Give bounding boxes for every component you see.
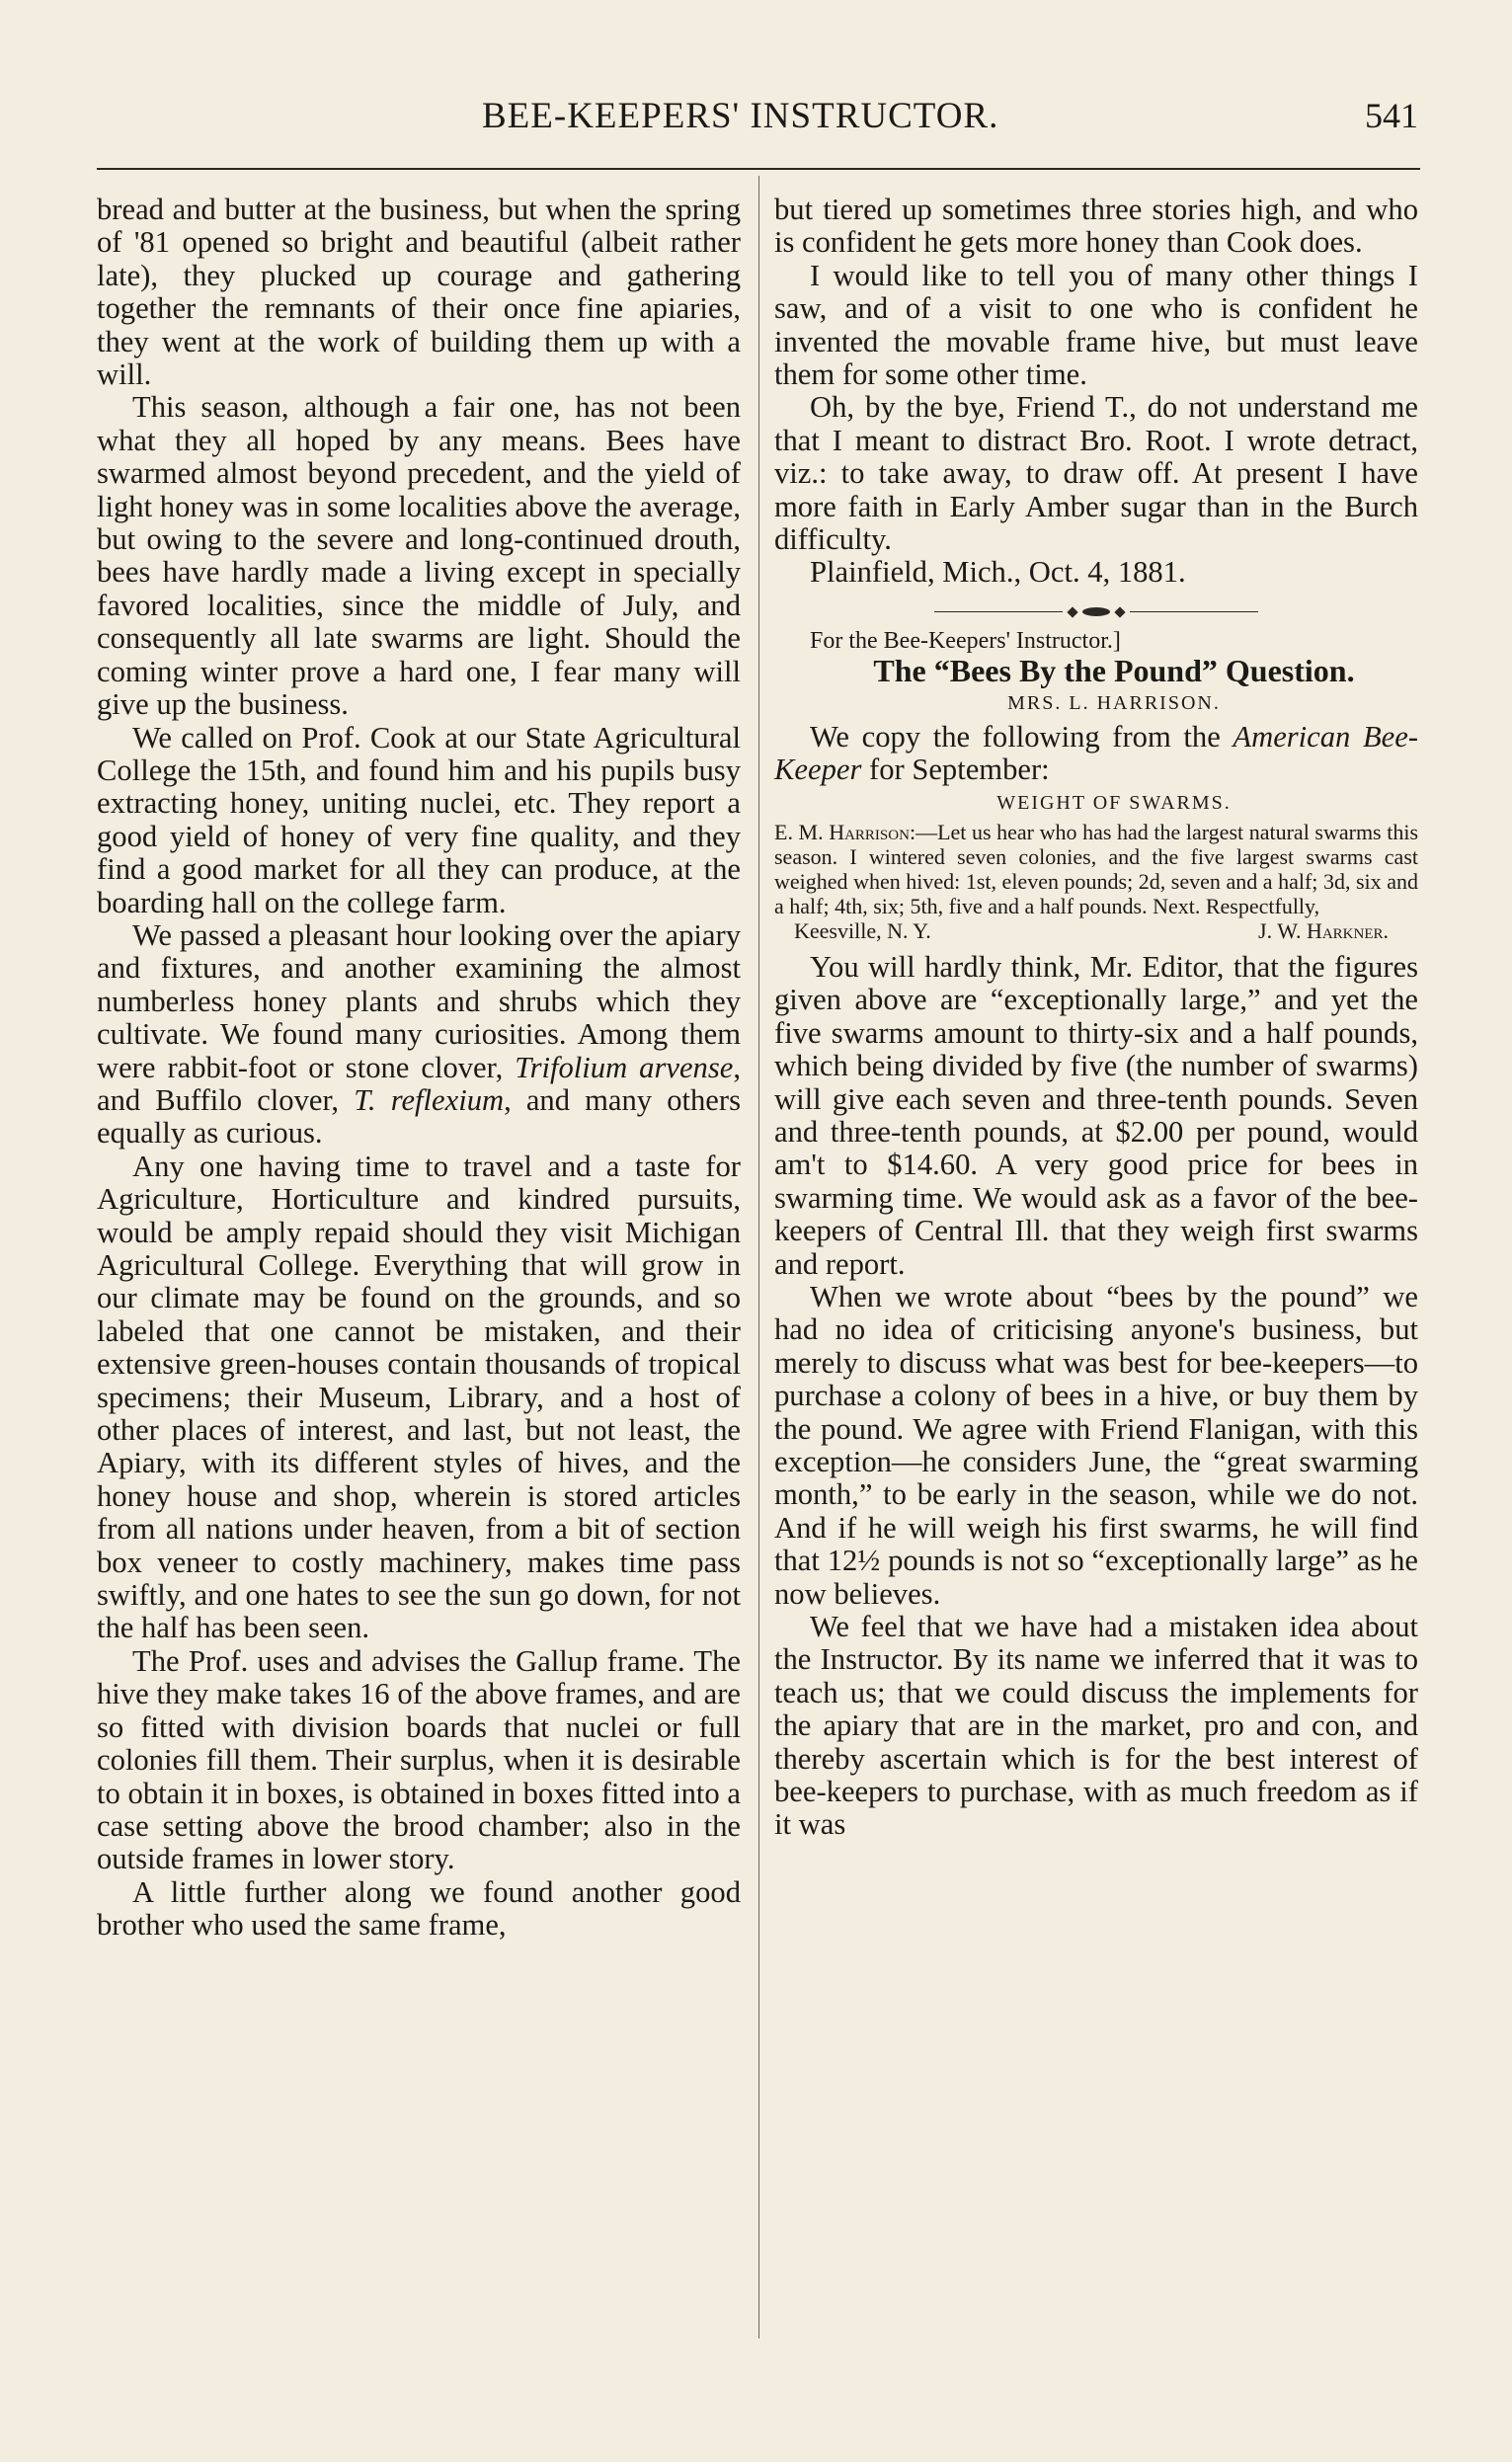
quoted-letter [774,820,1418,918]
publication-title: American Bee-Keeper [774,719,1419,787]
paragraph: You will hardly think, Mr. Editor, that the figures given above are “exceptionally large,” and yet the five swarms amount to thirty-six and a half pounds, which being divided by five (the number of swarms) will give each seven and three-tenth pounds. Seven and three-tenth pounds, at $2.00 per pound, would am't to $14.60. A very good price for bees in swarming time. We would ask as a favor of the bee-keepers of Central Ill. that they weigh first swarms and report. [774,949,1418,1281]
subheading: WEIGHT OF SWARMS. [996,791,1232,814]
paragraph: bread and butter at the business, but when the spring of '81 opened so bright and beautiful (albeit rather late), they plucked up courage and gathering together the remnants of their once fine apiaries, they went at the work of building them up with a will. [97,193,741,392]
byline: MRS. L. HARRISON. [1007,692,1221,715]
section-ornament [774,607,1418,617]
paragraph: but tiered up sometimes three stories high, and who is confident he gets more honey than Cook does. [774,193,1418,260]
letter-body [774,820,1418,918]
page-header [97,95,1418,140]
ornament-diamond [1114,606,1125,617]
source-note: For the Bee-Keepers' Instructor.] [810,627,1121,654]
dateline: Plainfield, Mich., Oct. 4, 1881. [810,555,1186,590]
paragraph-text: , and many others equally as curious. [97,1082,741,1151]
ornament-diamond [1067,606,1077,617]
ornament-oval [1082,607,1110,616]
paragraph-text: We passed a pleasant hour looking over the apiary and fixtures, and another examining the almost numberless honey plants and shrubs which they cultivate. We found many curiosities. Among them were rabbit-foot or stone clover, [97,917,741,1084]
ornament-line [1130,611,1258,612]
ornament-line [934,611,1063,612]
paragraph: We called on Prof. Cook at our State Agricultural College the 15th, and found him and his pupils busy extracting honey, uniting nuclei, etc. They report a good yield of honey of very fine quality, and they find a good market for all they can produce, at the boarding hall on the college farm. [97,720,741,919]
paragraph [97,919,741,1151]
paragraph-text: We copy the following from the [810,719,1233,754]
paragraph: I would like to tell you of many other things I saw, and of a visit to one who is confident he invented the movable frame hive, but must leave them for some other time. [774,258,1418,392]
paragraph-text: , and Buffilo clover, [97,1050,741,1117]
letter-place: Keesville, N. Y. [794,917,931,943]
column-divider [758,176,759,2339]
latin-name: T. reflexium [354,1082,505,1117]
letter-signature-line [774,918,1418,943]
paragraph-text: for September: [861,753,1050,787]
letter-signature: J. W. Harkner. [1258,917,1389,943]
running-title: BEE-KEEPERS' INSTRUCTOR. [482,96,999,136]
header-rule [97,168,1420,170]
letter-text: :—Let us hear who has had the largest natural swarms this season. I wintered seven colonies, and the five largest swarms cast weighed when hived: 1st, eleven pounds; 2d, seven and a half; 3d, six and a half; 4th, six; 5th, five and a half pounds. Next. Respectfully, [774,819,1419,918]
letter-author: E. M. Harrison [774,819,910,844]
left-column [97,194,741,1943]
paragraph: Oh, by the bye, Friend T., do not understand me that I meant to distract Bro. Root. I wrote detract, viz.: to take away, to draw off. At present I have more faith in Early Amber sugar than in the Burch difficulty. [774,390,1418,557]
paragraph: This season, although a fair one, has not been what they all hoped by any means. Bees have swarmed almost beyond precedent, and the yield of light honey was in some localities above the average, but owing to the severe and long-continued drouth, bees have hardly made a living except in specially favored localities, since the middle of July, and consequently all late swarms are light. Should the coming winter prove a hard one, I fear many will give up the business. [97,390,741,722]
article-title: The “Bees By the Pound” Question. [873,652,1355,688]
paragraph [774,721,1418,787]
paragraph: We feel that we have had a mistaken idea about the Instructor. By its name we inferred that it was to teach us; that we could discuss the implements for the apiary that are in the market, pro and con, and thereby ascertain which is for the best interest of bee-keepers to purchase, with as much freedom as if it was [774,1610,1418,1842]
paragraph: Any one having time to travel and a taste for Agriculture, Horticulture and kindred pursuits, would be amply repaid should they visit Michigan Agricultural College. Everything that will grow in our climate may be found on the grounds, and so labeled that one cannot be mistaken, and their extensive green-houses contain thousands of tropical specimens; their Museum, Library, and a host of other places of interest, and last, but not least, the Apiary, with its different styles of hives, and the honey house and shop, wherein is stored articles from all nations under heaven, from a bit of section box veneer to costly machinery, makes time pass swiftly, and one hates to see the sun go down, for not the half has been seen. [97,1149,741,1645]
paragraph: The Prof. uses and advises the Gallup frame. The hive they make takes 16 of the above frames, and are so fitted with division boards that nuclei or full colonies fill them. Their surplus, when it is desirable to obtain it in boxes, is obtained in boxes fitted into a case setting above the brood chamber; also in the outside frames in lower story. [97,1643,741,1876]
right-column [774,194,1418,1842]
paragraph: A little further along we found another good brother who used the same frame, [97,1874,741,1943]
paragraph: When we wrote about “bees by the pound” we had no idea of criticising anyone's business, but merely to discuss what was best for bee-keepers—to purchase a colony of bees in a hive, or buy them by the pound. We agree with Friend Flanigan, with this exception—he considers June, the “great swarming month,” to be early in the season, while we do not. And if he will weigh his first swarms, he will find that 12½ pounds is not so “exceptionally large” as he now believes. [774,1279,1418,1611]
page-number: 541 [1365,96,1418,135]
latin-name: Trifolium arvense [515,1050,734,1084]
